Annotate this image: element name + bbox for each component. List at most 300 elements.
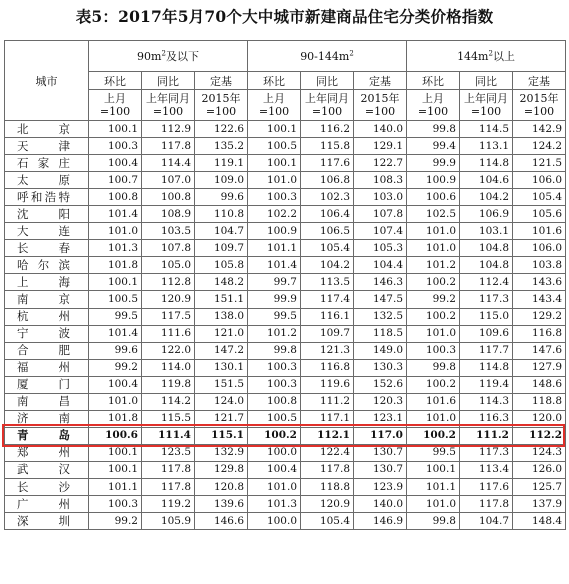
value-cell: 104.6 xyxy=(460,172,513,189)
value-cell: 105.0 xyxy=(142,257,195,274)
value-cell: 99.5 xyxy=(89,308,142,325)
group-header-medium: $90-144m^2$ xyxy=(248,41,407,72)
value-cell: 100.3 xyxy=(248,189,301,206)
subcolumn-header: 定基 xyxy=(513,72,566,90)
value-cell: 100.5 xyxy=(248,138,301,155)
base-header xyxy=(195,90,248,121)
value-cell: 101.0 xyxy=(407,240,460,257)
value-cell: 103.1 xyxy=(460,223,513,240)
value-cell: 100.3 xyxy=(407,342,460,359)
value-cell: 129.1 xyxy=(354,138,407,155)
value-cell: 146.9 xyxy=(354,513,407,530)
base-line-2: =100 xyxy=(470,105,502,118)
value-cell: 116.8 xyxy=(301,359,354,376)
value-cell: 151.5 xyxy=(195,376,248,393)
city-cell: 南京 xyxy=(5,291,89,308)
value-cell: 99.6 xyxy=(89,342,142,359)
value-cell: 100.9 xyxy=(248,223,301,240)
value-cell: 101.2 xyxy=(248,325,301,342)
table-row xyxy=(5,496,566,513)
base-line-2: =100 xyxy=(258,105,290,118)
value-cell: 100.8 xyxy=(142,189,195,206)
value-cell: 117.4 xyxy=(301,291,354,308)
value-cell: 132.5 xyxy=(354,308,407,325)
value-cell: 102.5 xyxy=(407,206,460,223)
value-cell: 117.8 xyxy=(142,478,195,495)
price-index-table xyxy=(4,40,566,530)
header-row-bases xyxy=(5,90,566,121)
value-cell: 103.8 xyxy=(513,257,566,274)
table-row xyxy=(5,359,566,376)
value-cell: 112.1 xyxy=(301,427,354,444)
value-cell: 118.8 xyxy=(301,478,354,495)
value-cell: 106.4 xyxy=(301,206,354,223)
page-title: 表5：2017年5月70个大中城市新建商品住宅分类价格指数 xyxy=(75,7,494,26)
value-cell: 118.5 xyxy=(354,325,407,342)
base-line-2: =100 xyxy=(364,105,396,118)
value-cell: 109.7 xyxy=(195,240,248,257)
base-line-2: =100 xyxy=(152,105,184,118)
value-cell: 100.2 xyxy=(248,427,301,444)
value-cell: 100.4 xyxy=(89,376,142,393)
value-cell: 100.5 xyxy=(248,410,301,427)
table-row xyxy=(5,513,566,530)
value-cell: 100.8 xyxy=(89,189,142,206)
header-row-categories xyxy=(5,72,566,90)
value-cell: 104.7 xyxy=(460,513,513,530)
value-cell: 117.0 xyxy=(354,427,407,444)
value-cell: 117.8 xyxy=(142,138,195,155)
base-line-2: =100 xyxy=(311,105,343,118)
value-cell: 130.7 xyxy=(354,444,407,461)
city-cell: 沈阳 xyxy=(5,206,89,223)
city-cell: 合肥 xyxy=(5,342,89,359)
value-cell: 100.8 xyxy=(248,393,301,410)
city-cell: 青岛 xyxy=(5,427,89,444)
value-cell: 100.0 xyxy=(248,513,301,530)
value-cell: 109.0 xyxy=(195,172,248,189)
value-cell: 105.4 xyxy=(513,189,566,206)
value-cell: 101.0 xyxy=(89,393,142,410)
value-cell: 117.3 xyxy=(460,291,513,308)
value-cell: 100.3 xyxy=(248,376,301,393)
city-cell: 上海 xyxy=(5,274,89,291)
value-cell: 115.8 xyxy=(301,138,354,155)
value-cell: 124.3 xyxy=(513,444,566,461)
city-cell: 大连 xyxy=(5,223,89,240)
base-line-1: 上年同月 xyxy=(305,92,349,105)
subcolumn-header: 定基 xyxy=(354,72,407,90)
value-cell: 105.9 xyxy=(142,513,195,530)
value-cell: 101.4 xyxy=(89,206,142,223)
value-cell: 101.0 xyxy=(248,172,301,189)
value-cell: 129.2 xyxy=(513,308,566,325)
table-row xyxy=(5,478,566,495)
value-cell: 143.6 xyxy=(513,274,566,291)
value-cell: 130.3 xyxy=(354,359,407,376)
value-cell: 117.8 xyxy=(460,496,513,513)
value-cell: 124.0 xyxy=(195,393,248,410)
value-cell: 101.8 xyxy=(89,410,142,427)
value-cell: 106.0 xyxy=(513,172,566,189)
base-header xyxy=(460,90,513,121)
value-cell: 121.0 xyxy=(195,325,248,342)
table-row xyxy=(5,461,566,478)
value-cell: 139.6 xyxy=(195,496,248,513)
value-cell: 99.7 xyxy=(248,274,301,291)
table-row xyxy=(5,189,566,206)
value-cell: 104.2 xyxy=(460,189,513,206)
value-cell: 100.5 xyxy=(89,291,142,308)
base-header xyxy=(89,90,142,121)
value-cell: 148.2 xyxy=(195,274,248,291)
value-cell: 122.0 xyxy=(142,342,195,359)
base-line-2: =100 xyxy=(523,105,555,118)
value-cell: 103.5 xyxy=(142,223,195,240)
table-row xyxy=(5,308,566,325)
value-cell: 119.6 xyxy=(301,376,354,393)
value-cell: 116.8 xyxy=(513,325,566,342)
value-cell: 146.3 xyxy=(354,274,407,291)
city-cell: 长沙 xyxy=(5,478,89,495)
value-cell: 102.2 xyxy=(248,206,301,223)
group-header-small: $90m^2$及以下 xyxy=(89,41,248,72)
city-cell: 深圳 xyxy=(5,513,89,530)
value-cell: 142.9 xyxy=(513,121,566,138)
value-cell: 130.1 xyxy=(195,359,248,376)
subcolumn-header: 定基 xyxy=(195,72,248,90)
value-cell: 100.3 xyxy=(89,138,142,155)
value-cell: 99.4 xyxy=(407,138,460,155)
subcolumn-header: 环比 xyxy=(248,72,301,90)
base-header xyxy=(301,90,354,121)
value-cell: 127.9 xyxy=(513,359,566,376)
value-cell: 120.3 xyxy=(354,393,407,410)
value-cell: 106.8 xyxy=(301,172,354,189)
value-cell: 114.3 xyxy=(460,393,513,410)
value-cell: 112.4 xyxy=(460,274,513,291)
value-cell: 101.1 xyxy=(248,240,301,257)
base-line-1: 上年同月 xyxy=(464,92,508,105)
city-cell: 广州 xyxy=(5,496,89,513)
value-cell: 100.2 xyxy=(407,308,460,325)
value-cell: 115.1 xyxy=(195,427,248,444)
city-cell: 哈尔滨 xyxy=(5,257,89,274)
city-cell: 郑州 xyxy=(5,444,89,461)
table-row xyxy=(5,444,566,461)
value-cell: 101.0 xyxy=(407,223,460,240)
subcolumn-header: 同比 xyxy=(460,72,513,90)
value-cell: 113.5 xyxy=(301,274,354,291)
value-cell: 123.1 xyxy=(354,410,407,427)
value-cell: 102.3 xyxy=(301,189,354,206)
value-cell: 120.9 xyxy=(301,496,354,513)
value-cell: 113.4 xyxy=(460,461,513,478)
value-cell: 114.2 xyxy=(142,393,195,410)
value-cell: 100.7 xyxy=(89,172,142,189)
value-cell: 120.0 xyxy=(513,410,566,427)
value-cell: 111.2 xyxy=(460,427,513,444)
table-row xyxy=(5,427,566,444)
base-header xyxy=(354,90,407,121)
table-row xyxy=(5,376,566,393)
table-row xyxy=(5,393,566,410)
value-cell: 146.6 xyxy=(195,513,248,530)
base-line-1: 2015年 xyxy=(360,92,400,105)
value-cell: 122.6 xyxy=(195,121,248,138)
value-cell: 100.1 xyxy=(248,155,301,172)
value-cell: 110.8 xyxy=(195,206,248,223)
value-cell: 101.2 xyxy=(407,257,460,274)
value-cell: 99.2 xyxy=(89,359,142,376)
value-cell: 100.1 xyxy=(89,274,142,291)
value-cell: 129.8 xyxy=(195,461,248,478)
value-cell: 100.6 xyxy=(89,427,142,444)
value-cell: 135.2 xyxy=(195,138,248,155)
city-cell: 石家庄 xyxy=(5,155,89,172)
value-cell: 111.2 xyxy=(301,393,354,410)
value-cell: 101.4 xyxy=(248,257,301,274)
value-cell: 109.7 xyxy=(301,325,354,342)
table-row xyxy=(5,325,566,342)
base-line-2: =100 xyxy=(417,105,449,118)
value-cell: 117.8 xyxy=(301,461,354,478)
value-cell: 108.3 xyxy=(354,172,407,189)
table-row xyxy=(5,172,566,189)
value-cell: 100.4 xyxy=(89,155,142,172)
table-row xyxy=(5,291,566,308)
value-cell: 119.4 xyxy=(460,376,513,393)
value-cell: 108.9 xyxy=(142,206,195,223)
city-cell: 济南 xyxy=(5,410,89,427)
value-cell: 114.8 xyxy=(460,359,513,376)
value-cell: 140.0 xyxy=(354,121,407,138)
table-row xyxy=(5,410,566,427)
table-row xyxy=(5,342,566,359)
base-header xyxy=(142,90,195,121)
table-row xyxy=(5,240,566,257)
value-cell: 105.4 xyxy=(301,240,354,257)
value-cell: 147.6 xyxy=(513,342,566,359)
value-cell: 111.4 xyxy=(142,427,195,444)
subcolumn-header: 同比 xyxy=(301,72,354,90)
value-cell: 99.8 xyxy=(407,121,460,138)
city-cell: 南昌 xyxy=(5,393,89,410)
base-header xyxy=(513,90,566,121)
value-cell: 100.2 xyxy=(407,427,460,444)
value-cell: 120.8 xyxy=(195,478,248,495)
value-cell: 112.9 xyxy=(142,121,195,138)
value-cell: 106.9 xyxy=(460,206,513,223)
value-cell: 103.0 xyxy=(354,189,407,206)
header-row-groups xyxy=(5,41,566,72)
table-row xyxy=(5,138,566,155)
table-row xyxy=(5,121,566,138)
value-cell: 101.3 xyxy=(248,496,301,513)
base-line-1: 上月 xyxy=(104,92,126,105)
value-cell: 117.3 xyxy=(460,444,513,461)
subcolumn-header: 同比 xyxy=(142,72,195,90)
base-line-1: 上年同月 xyxy=(146,92,190,105)
value-cell: 104.8 xyxy=(460,257,513,274)
value-cell: 100.2 xyxy=(407,376,460,393)
city-header: 城市 xyxy=(5,41,89,121)
value-cell: 122.7 xyxy=(354,155,407,172)
value-cell: 101.4 xyxy=(89,325,142,342)
value-cell: 99.9 xyxy=(248,291,301,308)
value-cell: 120.9 xyxy=(142,291,195,308)
city-cell: 呼和浩特 xyxy=(5,189,89,206)
value-cell: 100.0 xyxy=(248,444,301,461)
value-cell: 99.8 xyxy=(407,513,460,530)
value-cell: 99.2 xyxy=(407,291,460,308)
value-cell: 104.8 xyxy=(460,240,513,257)
value-cell: 106.0 xyxy=(513,240,566,257)
value-cell: 100.1 xyxy=(89,121,142,138)
value-cell: 100.3 xyxy=(248,359,301,376)
value-cell: 132.9 xyxy=(195,444,248,461)
base-line-1: 2015年 xyxy=(519,92,559,105)
value-cell: 99.5 xyxy=(407,444,460,461)
value-cell: 100.1 xyxy=(407,461,460,478)
table-row xyxy=(5,257,566,274)
value-cell: 101.1 xyxy=(89,478,142,495)
group-header-large: $144m^2$以上 xyxy=(407,41,566,72)
value-cell: 130.7 xyxy=(354,461,407,478)
table-row xyxy=(5,223,566,240)
value-cell: 104.7 xyxy=(195,223,248,240)
value-cell: 121.3 xyxy=(301,342,354,359)
value-cell: 116.1 xyxy=(301,308,354,325)
value-cell: 101.0 xyxy=(248,478,301,495)
value-cell: 99.2 xyxy=(89,513,142,530)
value-cell: 109.6 xyxy=(460,325,513,342)
value-cell: 106.5 xyxy=(301,223,354,240)
value-cell: 125.7 xyxy=(513,478,566,495)
value-cell: 116.3 xyxy=(460,410,513,427)
city-cell: 太原 xyxy=(5,172,89,189)
value-cell: 152.6 xyxy=(354,376,407,393)
value-cell: 107.0 xyxy=(142,172,195,189)
base-header xyxy=(248,90,301,121)
value-cell: 114.0 xyxy=(142,359,195,376)
value-cell: 124.2 xyxy=(513,138,566,155)
value-cell: 113.1 xyxy=(460,138,513,155)
value-cell: 117.6 xyxy=(301,155,354,172)
value-cell: 148.6 xyxy=(513,376,566,393)
value-cell: 104.2 xyxy=(301,257,354,274)
value-cell: 143.4 xyxy=(513,291,566,308)
base-line-1: 上月 xyxy=(263,92,285,105)
value-cell: 114.5 xyxy=(460,121,513,138)
value-cell: 100.1 xyxy=(248,121,301,138)
base-line-1: 上月 xyxy=(422,92,444,105)
value-cell: 101.3 xyxy=(89,240,142,257)
city-cell: 厦门 xyxy=(5,376,89,393)
value-cell: 105.6 xyxy=(513,206,566,223)
value-cell: 101.0 xyxy=(407,410,460,427)
value-cell: 138.0 xyxy=(195,308,248,325)
base-line-2: =100 xyxy=(205,105,237,118)
value-cell: 99.8 xyxy=(407,359,460,376)
value-cell: 115.5 xyxy=(142,410,195,427)
value-cell: 100.1 xyxy=(89,461,142,478)
value-cell: 112.8 xyxy=(142,274,195,291)
value-cell: 99.6 xyxy=(195,189,248,206)
value-cell: 114.4 xyxy=(142,155,195,172)
value-cell: 101.6 xyxy=(407,393,460,410)
value-cell: 99.5 xyxy=(248,308,301,325)
city-cell: 武汉 xyxy=(5,461,89,478)
value-cell: 117.7 xyxy=(460,342,513,359)
value-cell: 101.6 xyxy=(513,223,566,240)
value-cell: 100.9 xyxy=(407,172,460,189)
table-row xyxy=(5,155,566,172)
value-cell: 115.0 xyxy=(460,308,513,325)
value-cell: 117.6 xyxy=(460,478,513,495)
value-cell: 99.9 xyxy=(407,155,460,172)
value-cell: 101.8 xyxy=(89,257,142,274)
value-cell: 123.9 xyxy=(354,478,407,495)
value-cell: 99.8 xyxy=(248,342,301,359)
base-line-2: =100 xyxy=(99,105,131,118)
base-line-1: 2015年 xyxy=(201,92,241,105)
value-cell: 100.3 xyxy=(89,496,142,513)
value-cell: 105.3 xyxy=(354,240,407,257)
value-cell: 121.5 xyxy=(513,155,566,172)
base-header xyxy=(407,90,460,121)
value-cell: 107.8 xyxy=(354,206,407,223)
city-cell: 福州 xyxy=(5,359,89,376)
subcolumn-header: 环比 xyxy=(89,72,142,90)
city-cell: 长春 xyxy=(5,240,89,257)
value-cell: 119.2 xyxy=(142,496,195,513)
city-cell: 天津 xyxy=(5,138,89,155)
value-cell: 126.0 xyxy=(513,461,566,478)
value-cell: 123.5 xyxy=(142,444,195,461)
city-cell: 宁波 xyxy=(5,325,89,342)
value-cell: 118.8 xyxy=(513,393,566,410)
value-cell: 112.2 xyxy=(513,427,566,444)
value-cell: 105.8 xyxy=(195,257,248,274)
value-cell: 119.1 xyxy=(195,155,248,172)
value-cell: 100.2 xyxy=(407,274,460,291)
value-cell: 147.2 xyxy=(195,342,248,359)
value-cell: 121.7 xyxy=(195,410,248,427)
value-cell: 147.5 xyxy=(354,291,407,308)
value-cell: 100.1 xyxy=(89,444,142,461)
value-cell: 122.4 xyxy=(301,444,354,461)
value-cell: 117.8 xyxy=(142,461,195,478)
value-cell: 116.2 xyxy=(301,121,354,138)
value-cell: 148.4 xyxy=(513,513,566,530)
value-cell: 105.4 xyxy=(301,513,354,530)
value-cell: 140.0 xyxy=(354,496,407,513)
value-cell: 117.1 xyxy=(301,410,354,427)
value-cell: 104.4 xyxy=(354,257,407,274)
subcolumn-header: 环比 xyxy=(407,72,460,90)
value-cell: 149.0 xyxy=(354,342,407,359)
value-cell: 117.5 xyxy=(142,308,195,325)
value-cell: 111.6 xyxy=(142,325,195,342)
value-cell: 101.0 xyxy=(407,325,460,342)
value-cell: 119.8 xyxy=(142,376,195,393)
city-cell: 杭州 xyxy=(5,308,89,325)
value-cell: 100.6 xyxy=(407,189,460,206)
value-cell: 101.0 xyxy=(89,223,142,240)
value-cell: 101.1 xyxy=(407,478,460,495)
table-row xyxy=(5,206,566,223)
